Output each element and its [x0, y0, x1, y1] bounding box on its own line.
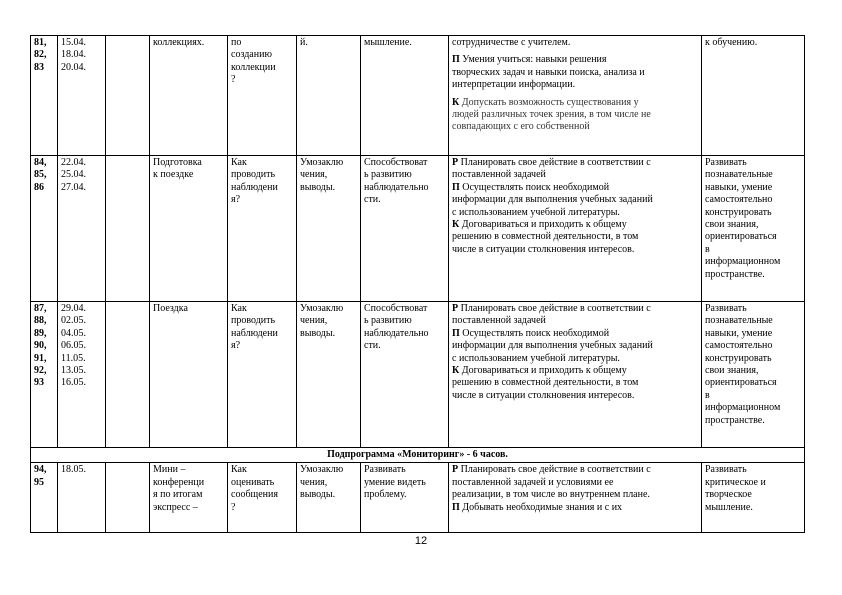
- cell-outcome: [297, 156, 361, 302]
- result-line: [452, 377, 698, 389]
- cell-line: 25.04.: [61, 169, 86, 181]
- cell-line: 16.05.: [61, 377, 86, 389]
- result-prefix: П: [452, 327, 460, 339]
- cell-line: Мини –: [153, 464, 186, 476]
- cell-lesson-numbers: [31, 463, 58, 533]
- result-line: [452, 464, 698, 476]
- cell-line: 90,: [34, 340, 47, 352]
- cell-line: сти.: [364, 340, 381, 352]
- cell-line: 29.04.: [61, 303, 86, 314]
- result-text: Планировать свое действие в соответствии с: [460, 157, 651, 168]
- cell-line: Развивать: [705, 464, 747, 476]
- cell-line: 94,: [34, 464, 47, 476]
- cell-line: 84,: [34, 157, 47, 168]
- result-line: [452, 328, 698, 340]
- result-line: [452, 353, 698, 365]
- cell-line: Умозаклю: [300, 157, 344, 168]
- result-text: Планировать свое действие в соответствии с: [460, 464, 651, 476]
- cell-line: Умозаклю: [300, 303, 344, 314]
- result-text: информации для выполнения учебных заданий: [452, 340, 653, 352]
- cell-line: 93: [34, 377, 44, 389]
- cell-line: свои знания,: [705, 219, 759, 231]
- result-text: реализации, в том числе во внутреннем плане.: [452, 489, 650, 501]
- result-line: [452, 97, 698, 109]
- cell-dates: [58, 156, 106, 302]
- cell-line: ь развитию: [364, 315, 412, 327]
- result-prefix: К: [452, 96, 460, 108]
- result-text: числе в ситуации столкновения интересов.: [452, 389, 635, 401]
- cell-line: Развивать: [364, 464, 406, 476]
- cell-line: Как: [231, 464, 247, 476]
- cell-goal: [361, 302, 449, 448]
- cell-line: экспресс –: [153, 501, 198, 513]
- cell-line: к поездке: [153, 169, 194, 181]
- cell-line: Как: [231, 157, 247, 168]
- cell-outcome: [297, 463, 361, 533]
- result-line: [452, 109, 698, 121]
- result-text: поставленной задачей и условиями ее: [452, 476, 614, 488]
- cell-line: 81,: [34, 37, 47, 48]
- cell-line: Поездка: [153, 303, 188, 314]
- result-line: [452, 157, 698, 169]
- cell-line: 27.04.: [61, 181, 86, 193]
- result-text: Осуществлять поиск необходимой: [462, 181, 610, 193]
- cell-line: творческое: [705, 489, 752, 501]
- result-text: Планировать свое действие в соответствии с: [460, 303, 651, 314]
- result-prefix: Р: [452, 157, 459, 168]
- cell-line: наблюдени: [231, 181, 278, 193]
- cell-line: выводы.: [300, 327, 336, 339]
- cell-topic: [150, 156, 228, 302]
- result-prefix: П: [452, 501, 460, 513]
- cell-line: информационном: [705, 402, 781, 414]
- result-line: [452, 67, 698, 79]
- subheader-row: [31, 448, 805, 463]
- cell-line: оценивать: [231, 476, 275, 488]
- cell-line: по: [231, 37, 242, 48]
- cell-line: й.: [300, 37, 308, 48]
- cell-line: выводы.: [300, 181, 336, 193]
- cell-line: 91,: [34, 352, 47, 364]
- cell-line: чения,: [300, 315, 328, 327]
- cell-line: 87,: [34, 303, 47, 314]
- cell-line: ориентироваться: [705, 231, 777, 243]
- cell-line: сообщения: [231, 489, 278, 501]
- cell-line: проблему.: [364, 489, 407, 501]
- table-body: [31, 36, 805, 533]
- result-line: [452, 340, 698, 352]
- cell-line: выводы.: [300, 489, 336, 501]
- cell-line: 88,: [34, 315, 47, 327]
- table-row: [31, 36, 805, 156]
- cell-dates: [58, 302, 106, 448]
- cell-line: ь развитию: [364, 169, 412, 181]
- cell-line: я?: [231, 340, 241, 352]
- cell-line: самостоятельно: [705, 194, 773, 206]
- cell-line: 95: [34, 476, 44, 488]
- result-line: [452, 219, 698, 231]
- cell-line: навыки, умение: [705, 327, 773, 339]
- result-text: Договариваться и приходить к общему: [461, 219, 627, 231]
- cell-line: мышление.: [364, 37, 412, 48]
- table-row: [31, 156, 805, 302]
- table-row: [31, 302, 805, 448]
- cell-line: мышление.: [705, 501, 753, 513]
- cell-line: 89,: [34, 327, 47, 339]
- cell-topic: [150, 463, 228, 533]
- result-text: Осуществлять поиск необходимой: [462, 327, 610, 339]
- result-line: [452, 244, 698, 256]
- table-row: [31, 463, 805, 533]
- cell-empty: [106, 302, 150, 448]
- cell-line: ?: [231, 501, 236, 513]
- cell-results: [449, 463, 702, 533]
- cell-lesson-numbers: [31, 156, 58, 302]
- result-line: [452, 231, 698, 243]
- cell-personal: [702, 302, 805, 448]
- result-line: [452, 37, 698, 49]
- cell-line: наблюдательно: [364, 327, 429, 339]
- cell-personal: [702, 36, 805, 156]
- cell-goal: [361, 156, 449, 302]
- cell-line: 02.05.: [61, 315, 86, 327]
- cell-line: 15.04.: [61, 37, 86, 48]
- cell-line: в: [705, 389, 710, 401]
- cell-line: познавательные: [705, 315, 773, 327]
- result-prefix: П: [452, 181, 460, 193]
- result-prefix: К: [452, 219, 460, 231]
- cell-line: проводить: [231, 169, 276, 181]
- cell-line: проводить: [231, 315, 276, 327]
- cell-topic: [150, 302, 228, 448]
- result-text: с использованием учебной литературы.: [452, 352, 620, 364]
- cell-line: в: [705, 243, 710, 255]
- cell-line: коллекции: [231, 61, 276, 73]
- cell-line: 18.05.: [61, 464, 86, 476]
- cell-goal: [361, 36, 449, 156]
- cell-goal: [361, 463, 449, 533]
- result-text: людей различных точек зрения, в том числе не: [452, 109, 651, 121]
- result-line: [452, 207, 698, 219]
- cell-line: Развивать: [705, 303, 747, 314]
- cell-line: Подготовка: [153, 157, 202, 168]
- cell-line: Способствоват: [364, 157, 428, 168]
- result-text: поставленной задачей: [452, 315, 546, 327]
- cell-line: Способствоват: [364, 303, 428, 314]
- cell-results: [449, 156, 702, 302]
- result-text: Умения учиться: навыки решения: [462, 54, 607, 66]
- cell-personal: [702, 156, 805, 302]
- result-line: [452, 477, 698, 489]
- cell-line: ориентироваться: [705, 377, 777, 389]
- result-prefix: К: [452, 365, 460, 377]
- cell-line: чения,: [300, 476, 328, 488]
- cell-line: свои знания,: [705, 365, 759, 377]
- result-line: [452, 169, 698, 181]
- cell-line: Умозаклю: [300, 464, 344, 476]
- cell-line: 11.05.: [61, 352, 86, 364]
- cell-outcome: [297, 36, 361, 156]
- cell-line: 86: [34, 181, 44, 193]
- cell-line: созданию: [231, 49, 272, 61]
- result-text: творческих задач и навыки поиска, анализа и: [452, 66, 645, 78]
- cell-line: 83: [34, 61, 44, 73]
- result-line: [452, 182, 698, 194]
- cell-line: к обучению.: [705, 37, 758, 48]
- cell-lesson-numbers: [31, 36, 58, 156]
- result-line: [452, 489, 698, 501]
- cell-question: [228, 302, 297, 448]
- cell-line: 22.04.: [61, 157, 86, 168]
- cell-line: конструировать: [705, 206, 772, 218]
- cell-line: критическое и: [705, 476, 766, 488]
- result-line: [452, 121, 698, 133]
- cell-line: сти.: [364, 194, 381, 206]
- result-text: поставленной задачей: [452, 169, 546, 181]
- cell-line: пространстве.: [705, 268, 765, 280]
- cell-line: 04.05.: [61, 327, 86, 339]
- result-text: Допускать возможность существования у: [461, 96, 639, 108]
- result-text: информации для выполнения учебных заданий: [452, 194, 653, 206]
- result-text: сотрудничестве с учителем.: [452, 37, 571, 48]
- result-line: [452, 303, 698, 315]
- cell-topic: [150, 36, 228, 156]
- cell-line: наблюдени: [231, 327, 278, 339]
- cell-line: 20.04.: [61, 61, 86, 73]
- cell-line: чения,: [300, 169, 328, 181]
- cell-line: информационном: [705, 256, 781, 268]
- cell-line: познавательные: [705, 169, 773, 181]
- cell-line: 92,: [34, 365, 47, 377]
- cell-line: конструировать: [705, 352, 772, 364]
- cell-line: ?: [231, 74, 236, 86]
- cell-line: 82,: [34, 49, 47, 61]
- cell-line: навыки, умение: [705, 181, 773, 193]
- cell-question: [228, 36, 297, 156]
- cell-question: [228, 156, 297, 302]
- cell-dates: [58, 463, 106, 533]
- cell-line: коллекциях.: [153, 37, 205, 48]
- cell-line: умение видеть: [364, 476, 426, 488]
- result-line: [452, 365, 698, 377]
- cell-personal: [702, 463, 805, 533]
- result-prefix: Р: [452, 303, 459, 314]
- result-line: [452, 502, 698, 514]
- cell-dates: [58, 36, 106, 156]
- cell-empty: [106, 156, 150, 302]
- result-text: числе в ситуации столкновения интересов.: [452, 243, 635, 255]
- result-line: [452, 54, 698, 66]
- cell-line: Как: [231, 303, 247, 314]
- cell-line: конференци: [153, 476, 205, 488]
- curriculum-table: [30, 35, 805, 533]
- cell-line: наблюдательно: [364, 181, 429, 193]
- result-text: с использованием учебной литературы.: [452, 206, 620, 218]
- cell-line: я по итогам: [153, 489, 203, 501]
- subprogram-heading: Подпрограмма «Мониторинг» - 6 часов.: [31, 448, 805, 463]
- page-number: 12: [414, 535, 428, 547]
- cell-line: Развивать: [705, 157, 747, 168]
- cell-line: я?: [231, 194, 241, 206]
- result-text: решению в совместной деятельности, в том: [452, 377, 639, 389]
- result-prefix: Р: [452, 464, 459, 476]
- cell-question: [228, 463, 297, 533]
- cell-empty: [106, 463, 150, 533]
- cell-empty: [106, 36, 150, 156]
- result-text: совпадающих с его собственной: [452, 121, 590, 133]
- cell-results: [449, 302, 702, 448]
- result-prefix: П: [452, 54, 460, 66]
- cell-lesson-numbers: [31, 302, 58, 448]
- result-text: Договариваться и приходить к общему: [461, 365, 627, 377]
- result-line: [452, 315, 698, 327]
- cell-line: пространстве.: [705, 414, 765, 426]
- cell-line: самостоятельно: [705, 340, 773, 352]
- result-text: Добывать необходимые знания и с их: [462, 501, 623, 513]
- cell-line: 85,: [34, 169, 47, 181]
- result-text: интерпретации информации.: [452, 79, 576, 91]
- cell-line: 18.04.: [61, 49, 86, 61]
- cell-line: 13.05.: [61, 365, 86, 377]
- result-text: решению в совместной деятельности, в том: [452, 231, 639, 243]
- cell-line: 06.05.: [61, 340, 86, 352]
- result-line: [452, 194, 698, 206]
- result-line: [452, 79, 698, 91]
- result-line: [452, 390, 698, 402]
- cell-outcome: [297, 302, 361, 448]
- cell-results: [449, 36, 702, 156]
